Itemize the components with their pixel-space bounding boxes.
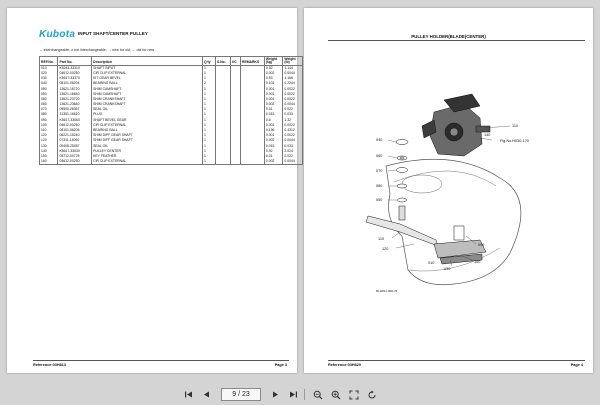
- table-cell: 0.001: [264, 92, 282, 97]
- table-cell: 0.92: [264, 149, 282, 154]
- table-cell: SHAFT BEVEL GEAR: [92, 117, 203, 122]
- exploded-parts-diagram: [304, 8, 593, 373]
- table-cell: 050: [40, 92, 58, 97]
- table-cell: K5617-33560: [58, 117, 92, 122]
- table-cell: 04612-00250: [58, 71, 92, 76]
- table-cell: K5243-33310: [58, 66, 92, 71]
- table-cell: 0.001: [264, 97, 282, 102]
- table-cell: 1: [203, 71, 216, 76]
- table-cell: 140: [40, 149, 58, 154]
- table-cell: 09408-25457: [58, 143, 92, 148]
- table-cell: BEARING BALL: [92, 81, 203, 86]
- table-cell: 0.001: [264, 133, 282, 138]
- rotate-icon[interactable]: [366, 389, 377, 400]
- table-cell: [216, 159, 231, 164]
- callout-060: 060: [376, 154, 383, 158]
- callout-090: 090: [478, 243, 485, 247]
- toolbar-separator: [304, 389, 305, 400]
- table-cell: PULLEY CENTER: [92, 149, 203, 154]
- table-cell: BEARING BALL: [92, 128, 203, 133]
- mower-blade: [366, 216, 438, 246]
- interchange-legend: ↔ interchangeable; ≠ not interchangeable; → new for old; ← old for new: [39, 48, 155, 52]
- table-cell: KIT GEAR BEVEL: [92, 76, 203, 81]
- table-cell: 13621-23720: [58, 97, 92, 102]
- mower-deck-outline: [386, 159, 521, 284]
- table-cell: 0.01: [264, 107, 282, 112]
- table-cell: SEAL OIL: [92, 143, 203, 148]
- table-cell: SHIM DIFF GEAR SHAFT: [92, 138, 203, 143]
- table-cell: 160: [40, 159, 58, 164]
- table-cell: 0.033: [283, 143, 303, 148]
- table-cell: 0.0044: [283, 138, 303, 143]
- column-header: S.No.: [216, 57, 231, 66]
- table-cell: 1: [203, 159, 216, 164]
- callout-030: 030: [444, 267, 451, 271]
- footer-divider-right: [328, 360, 585, 361]
- table-cell: 0.53: [264, 76, 282, 81]
- callout-110: 110: [512, 124, 519, 128]
- column-header: Weight (kg): [264, 57, 282, 66]
- table-cell: 0.001: [264, 86, 282, 91]
- table-cell: 0.015: [264, 143, 282, 148]
- callout-120: 120: [382, 247, 389, 251]
- table-cell: 0.2244: [283, 81, 303, 86]
- page-indicator: 9 / 23: [232, 391, 250, 398]
- table-cell: SHIM DIFF GEAR SHAFT: [92, 133, 203, 138]
- table-cell: 0.033: [283, 112, 303, 117]
- table-cell: 1: [203, 133, 216, 138]
- column-header: Description: [92, 57, 203, 66]
- table-cell: CIR CLIP EXTERNAL: [92, 159, 203, 164]
- table-cell: 0.002: [264, 71, 282, 76]
- table-cell: 2: [203, 81, 216, 86]
- table-cell: 1: [203, 138, 216, 143]
- table-cell: 0.002: [264, 102, 282, 107]
- table-cell: 13621-16640: [58, 92, 92, 97]
- table-cell: 1: [203, 154, 216, 159]
- table-cell: 1.144: [283, 66, 303, 71]
- document-page-right: [304, 8, 593, 373]
- parts-table: [39, 56, 303, 165]
- table-cell: 060: [40, 102, 58, 107]
- callout-010: 010: [428, 261, 435, 265]
- parts-table-body: [40, 66, 303, 165]
- table-cell: 0.52: [264, 66, 282, 71]
- table-cell: 13621-16720: [58, 86, 92, 91]
- table-cell: 0.022: [283, 107, 303, 112]
- table-cell: 0.0022: [283, 97, 303, 102]
- deck-hub: [402, 175, 442, 193]
- table-cell: 0.0022: [283, 133, 303, 138]
- table-cell: 06221-15240: [58, 133, 92, 138]
- table-cell: 07311-14090: [58, 138, 92, 143]
- table-cell: 0.4312: [283, 128, 303, 133]
- table-cell: SHIM CRANKSHAFT: [92, 97, 203, 102]
- first-page-icon[interactable]: [183, 389, 194, 400]
- table-cell: 1: [203, 143, 216, 148]
- table-cell: SEAL OIL: [92, 107, 203, 112]
- callout-140: 140: [484, 133, 491, 137]
- table-cell: 1.166: [283, 76, 303, 81]
- callout-080: 080: [376, 184, 383, 188]
- table-cell: K5617-33530: [58, 149, 92, 154]
- table-cell: 100: [40, 123, 58, 128]
- callout-050: 050: [376, 198, 383, 202]
- table-cell: [231, 159, 241, 164]
- table-cell: 120: [40, 133, 58, 138]
- diagram-code: RI-H811-000-70: [376, 289, 398, 293]
- table-cell: SHAFT INPUT: [92, 66, 203, 71]
- table-cell: 1: [203, 102, 216, 107]
- table-cell: 0.0022: [283, 86, 303, 91]
- table-cell: 1: [203, 107, 216, 112]
- table-cell: 1: [203, 76, 216, 81]
- table-cell: 1: [203, 117, 216, 122]
- page-number-field[interactable]: [221, 388, 261, 401]
- figure-number: Fig.No.H030-170: [500, 139, 529, 143]
- table-cell: 040: [40, 81, 58, 86]
- table-cell: SHIM CRANKSHAFT: [92, 102, 203, 107]
- table-cell: 0.0044: [283, 71, 303, 76]
- table-cell: 1: [203, 97, 216, 102]
- table-cell: 08101-06206: [58, 128, 92, 133]
- table-cell: 0.002: [264, 159, 282, 164]
- table-cell: 13621-23640: [58, 102, 92, 107]
- table-cell: 1: [203, 66, 216, 71]
- table-cell: 080: [40, 112, 58, 117]
- table-row: [40, 159, 303, 164]
- zoom-in-icon[interactable]: [330, 389, 341, 400]
- table-cell: 0.001: [264, 123, 282, 128]
- table-cell: 0.102: [264, 81, 282, 86]
- next-page-icon[interactable]: [270, 389, 281, 400]
- table-cell: 060: [40, 97, 58, 102]
- table-cell: 0.015: [264, 112, 282, 117]
- table-cell: 1: [203, 86, 216, 91]
- table-cell: 090: [40, 117, 58, 122]
- table-cell: 1: [203, 123, 216, 128]
- table-cell: K5617-33370: [58, 76, 92, 81]
- gearbox-assembly: [422, 94, 490, 156]
- callout-100: 100: [474, 260, 481, 264]
- table-cell: 030: [40, 76, 58, 81]
- last-page-icon[interactable]: [288, 389, 299, 400]
- footer-reference: Reference:03H813: [33, 363, 66, 367]
- table-cell: 130: [40, 143, 58, 148]
- table-cell: SHIM CAMSHAFT: [92, 92, 203, 97]
- table-cell: 0.022: [283, 154, 303, 159]
- table-cell: 2.024: [283, 149, 303, 154]
- table-cell: 0.0044: [283, 102, 303, 107]
- column-header: REF.No.: [40, 57, 58, 66]
- callout-040: 040: [376, 138, 383, 142]
- table-cell: 0.0022: [283, 92, 303, 97]
- kubota-logo: Kubota: [39, 29, 76, 40]
- footer-reference-right: Reference:03H820: [328, 363, 361, 367]
- table-cell: PLUG: [92, 112, 203, 117]
- table-cell: 050: [40, 86, 58, 91]
- table-cell: 31351-16610: [58, 112, 92, 117]
- table-cell: 05712-00725: [58, 154, 92, 159]
- footer-page-number-right: Page 4: [570, 363, 583, 367]
- callout-070: 070: [376, 169, 383, 173]
- column-header: Q'ty: [203, 57, 216, 66]
- table-cell: 0.6: [264, 117, 282, 122]
- table-cell: [241, 159, 265, 164]
- table-cell: 1.32: [283, 117, 303, 122]
- table-cell: 1: [203, 149, 216, 154]
- table-cell: 0.0044: [283, 159, 303, 164]
- column-header: Part No.: [58, 57, 92, 66]
- table-cell: SHIM CAMSHAFT: [92, 86, 203, 91]
- table-cell: 010: [40, 66, 58, 71]
- table-header-row: [40, 57, 303, 66]
- table-cell: 120: [40, 138, 58, 143]
- table-cell: 070: [40, 107, 58, 112]
- stacked-parts: [396, 140, 408, 221]
- document-page-left: [7, 8, 297, 373]
- table-cell: 1: [203, 112, 216, 117]
- table-cell: 04612-00250: [58, 123, 92, 128]
- table-cell: 1: [203, 92, 216, 97]
- footer-page-number: Page 3: [274, 363, 287, 367]
- mower-deck-rim: [394, 171, 496, 186]
- table-cell: 150: [40, 154, 58, 159]
- column-header: I/C: [231, 57, 241, 66]
- table-cell: 09500-28357: [58, 107, 92, 112]
- prev-page-icon[interactable]: [201, 389, 212, 400]
- diagram-title: PULLEY HOLDER(BLADE(CENTER): [411, 34, 486, 39]
- table-cell: 0.196: [264, 128, 282, 133]
- table-cell: 020: [40, 71, 58, 76]
- column-header: Weight (lb): [283, 57, 303, 66]
- table-cell: CIR CLIP EXTERNAL: [92, 71, 203, 76]
- table-cell: KEY FEATHER: [92, 154, 203, 159]
- fullscreen-icon[interactable]: [348, 389, 359, 400]
- table-cell: 1: [203, 128, 216, 133]
- zoom-out-icon[interactable]: [312, 389, 323, 400]
- table-cell: 0.002: [264, 138, 282, 143]
- table-cell: 0.01: [264, 154, 282, 159]
- table-cell: 08101-06204: [58, 81, 92, 86]
- table-cell: 0.0022: [283, 123, 303, 128]
- table-cell: 04612-00250: [58, 159, 92, 164]
- viewer-toolbar: [0, 384, 600, 405]
- page-title: INPUT SHAFT/CENTER PULLEY: [78, 31, 148, 36]
- table-cell: CIR CLIP EXTERNAL: [92, 123, 203, 128]
- column-header: REMARKS: [241, 57, 265, 66]
- table-cell: 110: [40, 128, 58, 133]
- callout-110-lower: 110: [378, 237, 385, 241]
- footer-divider: [33, 360, 289, 361]
